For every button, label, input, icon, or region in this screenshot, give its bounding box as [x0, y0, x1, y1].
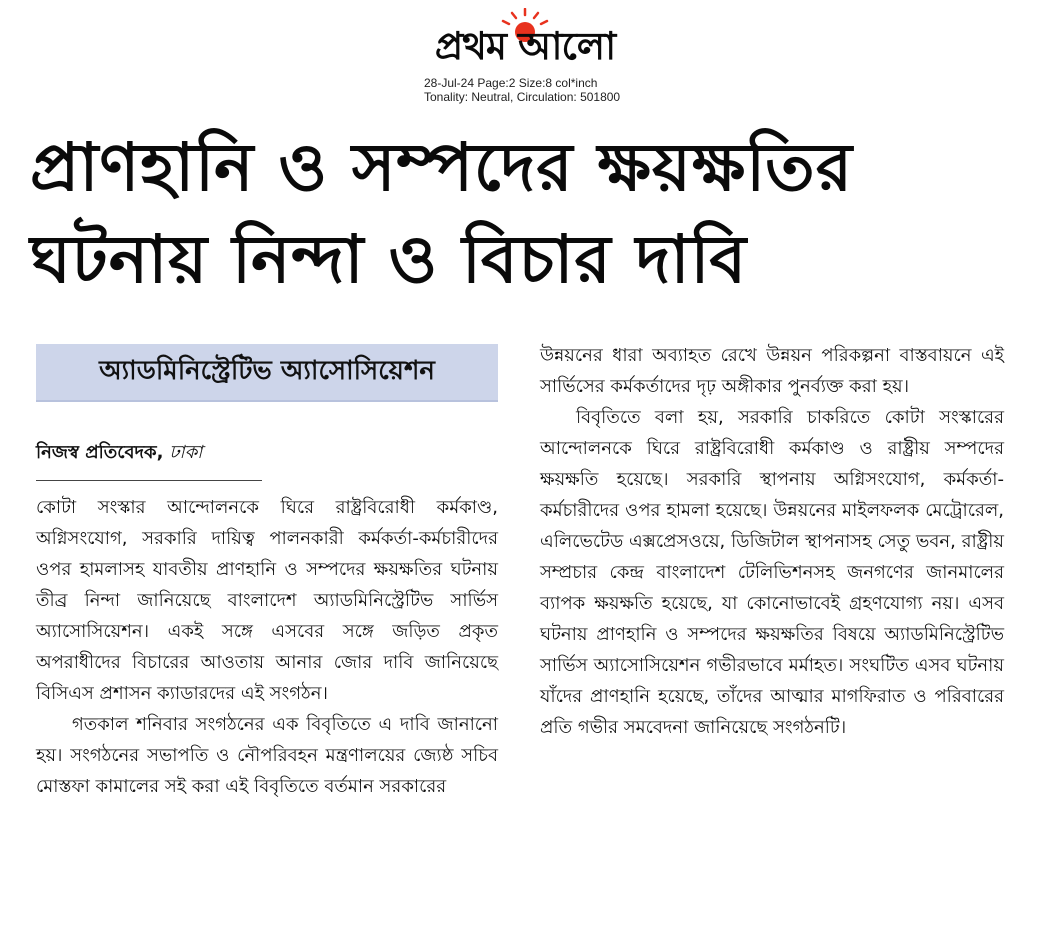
byline-author: নিজস্ব প্রতিবেদক,: [36, 442, 164, 463]
headline: [30, 122, 1020, 306]
paragraph: গতকাল শনিবার সংগঠনের এক বিবৃতিতে এ দাবি জানানো হয়। সংগঠনের সভাপতি ও নৌপরিবহন মন্ত্রণালয়ের জ্যেষ্ঠ সচিব মোস্তফা কামালের সই করা এই বিবৃতিতে বর্তমান সরকারের: [36, 714, 498, 797]
article-column-right: [540, 340, 1004, 910]
byline-divider: [36, 480, 262, 481]
meta-line-1: 28-Jul-24 Page:2 Size:8 col*inch: [424, 76, 598, 90]
headline-line-2: ঘটনায় নিন্দা ও বিচার দাবি: [30, 221, 748, 298]
paragraph: উন্নয়নের ধারা অব্যাহত রেখে উন্নয়ন পরিকল্পনা বাস্তবায়নে এই সার্ভিসের কর্মকর্তাদের দৃঢ় অঙ্গীকার পুনর্ব্যক্ত করা হয়।: [540, 345, 1004, 397]
article-column-left: [36, 492, 498, 912]
byline: [36, 438, 202, 469]
byline-place: ঢাকা: [169, 442, 203, 463]
headline-line-1: প্রাণহানি ও সম্পদের ক্ষয়ক্ষতির: [30, 129, 854, 206]
paragraph: বিবৃতিতে বলা হয়, সরকারি চাকরিতে কোটা সংস্কারের আন্দোলনকে ঘিরে রাষ্ট্রবিরোধী কর্মকাণ্ড ও রাষ্ট্রীয় সম্পদের ক্ষয়ক্ষতি হয়েছে। সরকারি স্থাপনায় অগ্নিসংযোগ, কর্মকর্তা-কর্মচারীদের ওপর হামলা হয়েছে। উন্নয়নের মাইলফলক মেট্রোরেল, এলিভেটেড এক্সপ্রেসওয়ে, ডিজিটাল স্থাপনাসহ সেতু ভবন, রাষ্ট্রীয় সম্প্রচার কেন্দ্র বাংলাদেশ টেলিভিশনসহ জনগণের জানমালের ব্যাপক ক্ষয়ক্ষতি হয়েছে, যা কোনোভাবেই গ্রহণযোগ্য নয়। এসব ঘটনায় প্রাণহানি ও সম্পদের ক্ষয়ক্ষতির বিষয়ে অ্যাডমিনিস্ট্রেটিভ সার্ভিস অ্যাসোসিয়েশন গভীরভাবে মর্মাহত। সংঘটিত এসব ঘটনায় যাঁদের প্রাণহানি হয়েছে, তাঁদের আত্মার মাগফিরাত ও পরিবারের প্রতি গভীর সমবেদনা জানিয়েছে সংগঠনটি।: [540, 407, 1004, 738]
meta-line-2: Tonality: Neutral, Circulation: 501800: [424, 90, 621, 104]
newspaper-name: প্রথম আলো: [434, 24, 616, 68]
masthead-logo: [380, 8, 670, 70]
clipping-meta: [424, 76, 620, 104]
kicker-text: অ্যাডমিনিস্ট্রেটিভ অ্যাসোসিয়েশন: [99, 356, 435, 386]
kicker-box: [36, 344, 498, 402]
paragraph: কোটা সংস্কার আন্দোলনকে ঘিরে রাষ্ট্রবিরোধী কর্মকাণ্ড, অগ্নিসংযোগ, সরকারি দায়িত্ব পালনকারী কর্মকর্তা-কর্মচারীদের ওপর হামলাসহ যাবতীয় প্রাণহানি ও সম্পদের ক্ষয়ক্ষতির ঘটনায় তীব্র নিন্দা জানিয়েছে বাংলাদেশ অ্যাডমিনিস্ট্রেটিভ সার্ভিস অ্যাসোসিয়েশন। একই সঙ্গে এসবের সঙ্গে জড়িত প্রকৃত অপরাধীদের বিচারের আওতায় আনার জোর দাবি জানিয়েছে বিসিএস প্রশাসন ক্যাডারদের এই সংগঠন।: [36, 497, 498, 704]
